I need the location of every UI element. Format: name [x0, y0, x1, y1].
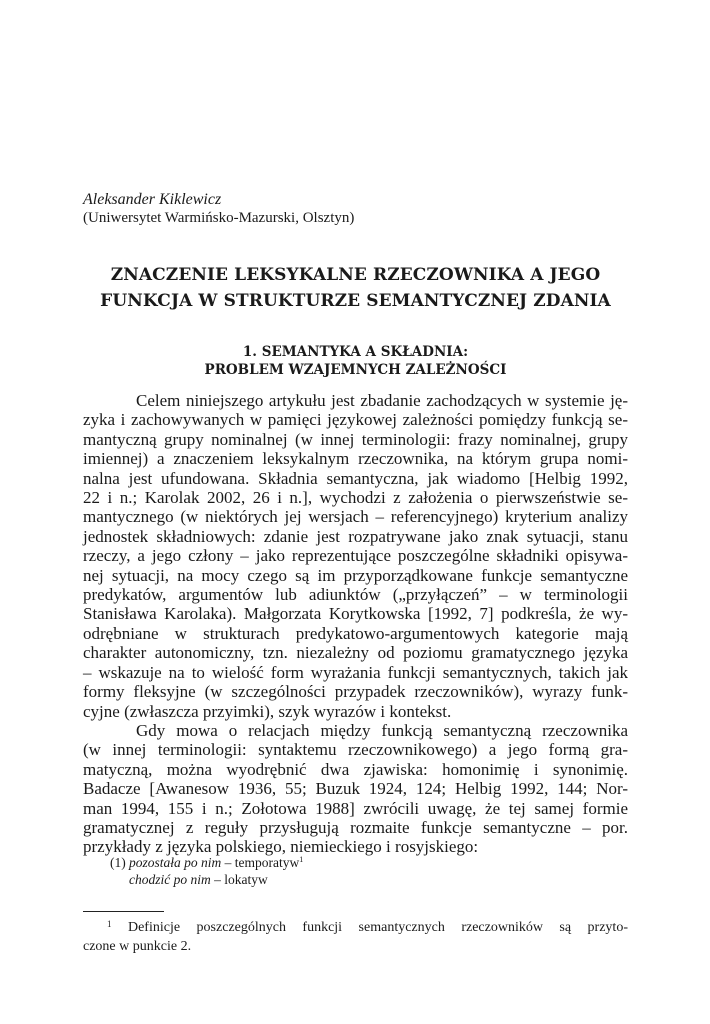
text-line: predykatów, argumentów lub adiunktów („przyłączeń” – w terminologii [83, 585, 628, 605]
example-1 [110, 851, 303, 888]
example-phrase: pozostała po nim [129, 855, 222, 870]
text-line: 22 i n.; Karolak 2002, 26 i n.], wychodzi z założenia o pierwszeństwie se- [83, 488, 628, 508]
text-line: charakter autonomiczny, tzn. niezależny od poziomu gramatycznego języka [83, 643, 628, 663]
text-line: zyka i zachowywanych w pamięci językowej zależności pomiędzy funkcją se- [83, 410, 628, 430]
footnote-line [83, 915, 628, 938]
footnote-text: Definicje poszczególnych funkcji semantycznych rzeczowników są przyto- [111, 920, 628, 935]
text-line: man 1994, 155 i n.; Zołotowa 1988] zwrócili uwagę, że tej samej formie [83, 798, 628, 818]
footnote-line: czone w punkcie 2. [83, 938, 192, 954]
text-line: mantycznego (w niektórych jej wersjach – referencyjnego) kryterium analizy [83, 507, 628, 527]
text-line: odrębniane w strukturach predykatowo-argumentowych kategorie mają [83, 623, 628, 643]
text-line: rzeczy, a jego człony – jako reprezentujące poszczególne składniki opisywa- [83, 546, 628, 566]
text-line: jednostek składniowych: zdanie jest rozpatrywane jako znak sytuacji, stanu [83, 526, 628, 546]
paragraph-2 [83, 721, 628, 857]
article-title-line: FUNKCJA W STRUKTURZE SEMANTYCZNEJ ZDANIA [100, 291, 611, 311]
paragraph-1 [83, 391, 628, 721]
author-affiliation: (Uniwersytet Warmińsko-Mazurski, Olsztyn) [83, 210, 355, 226]
footnote-divider [83, 911, 164, 912]
text-line: przykłady z języka polskiego, niemieckiego i rosyjskiego: [83, 837, 479, 857]
text-line: formy fleksyjne (w szczególności przypadek rzeczowników), wyrazy funk- [83, 682, 628, 702]
text-line: nalna jest ufundowana. Składnia semantyczna, jak wiadomo [Helbig 1992, [83, 468, 628, 488]
section-heading [83, 343, 628, 379]
example-row [110, 871, 303, 888]
example-label: – lokatyw [210, 872, 268, 887]
section-heading-line: 1. SEMANTYKA A SKŁADNIA: [242, 344, 469, 360]
footnote-marker: 1 [107, 919, 112, 929]
text-line: (w innej terminologii: syntaktemu rzeczownikowego) a jego formą gra- [83, 740, 628, 760]
text-line: cyjne (zwłaszcza przyimki), szyk wyrazów i kontekst. [83, 701, 452, 721]
text-line: Badacze [Awanesow 1936, 55; Buzuk 1924, 124; Helbig 1992, 144; Nor- [83, 779, 628, 799]
example-number: (1) [110, 855, 126, 870]
text-line: – wskazuje na to wielość form wyrażania funkcji semantycznych, takich jak [83, 662, 628, 682]
article-title [83, 262, 628, 314]
text-line: Gdy mowa o relacjach między funkcją semantyczną rzeczownika [136, 720, 628, 740]
text-line: mantyczną grupy nominalnej (w innej terminologii: frazy nominalnej, grupy [83, 429, 628, 449]
author-name: Aleksander Kiklewicz [83, 191, 222, 208]
example-label: – temporatyw [221, 855, 300, 870]
article-title-line: ZNACZENIE LEKSYKALNE RZECZOWNIKA A JEGO [110, 265, 601, 285]
text-line: Stanisława Karolaka). Małgorzata Korytkowska [1992, 7] podkreśla, że wy- [83, 604, 628, 624]
example-row [110, 851, 303, 871]
text-line: Celem niniejszego artykułu jest zbadanie zachodzących w systemie ję- [136, 391, 628, 410]
example-phrase: chodzić po nim [129, 872, 211, 887]
text-line: matyczną, można wyodrębnić dwa zjawiska: homonimię i synonimię. [83, 759, 628, 779]
footnote [83, 915, 628, 956]
section-heading-line: PROBLEM WZAJEMNYCH ZALEŻNOŚCI [204, 362, 507, 378]
text-line: nej sytuacji, na mocy czego są im przyporządkowane funkcje semantyczne [83, 565, 628, 585]
footnote-reference[interactable]: 1 [299, 855, 304, 864]
text-line: imiennej) a znaczeniem leksykalnym rzeczownika, na którym grupa nomi- [83, 449, 628, 469]
text-line: gramatycznej z reguły przysługują rozmaite funkcje semantyczne – por. [83, 817, 628, 837]
body-text [83, 391, 628, 857]
